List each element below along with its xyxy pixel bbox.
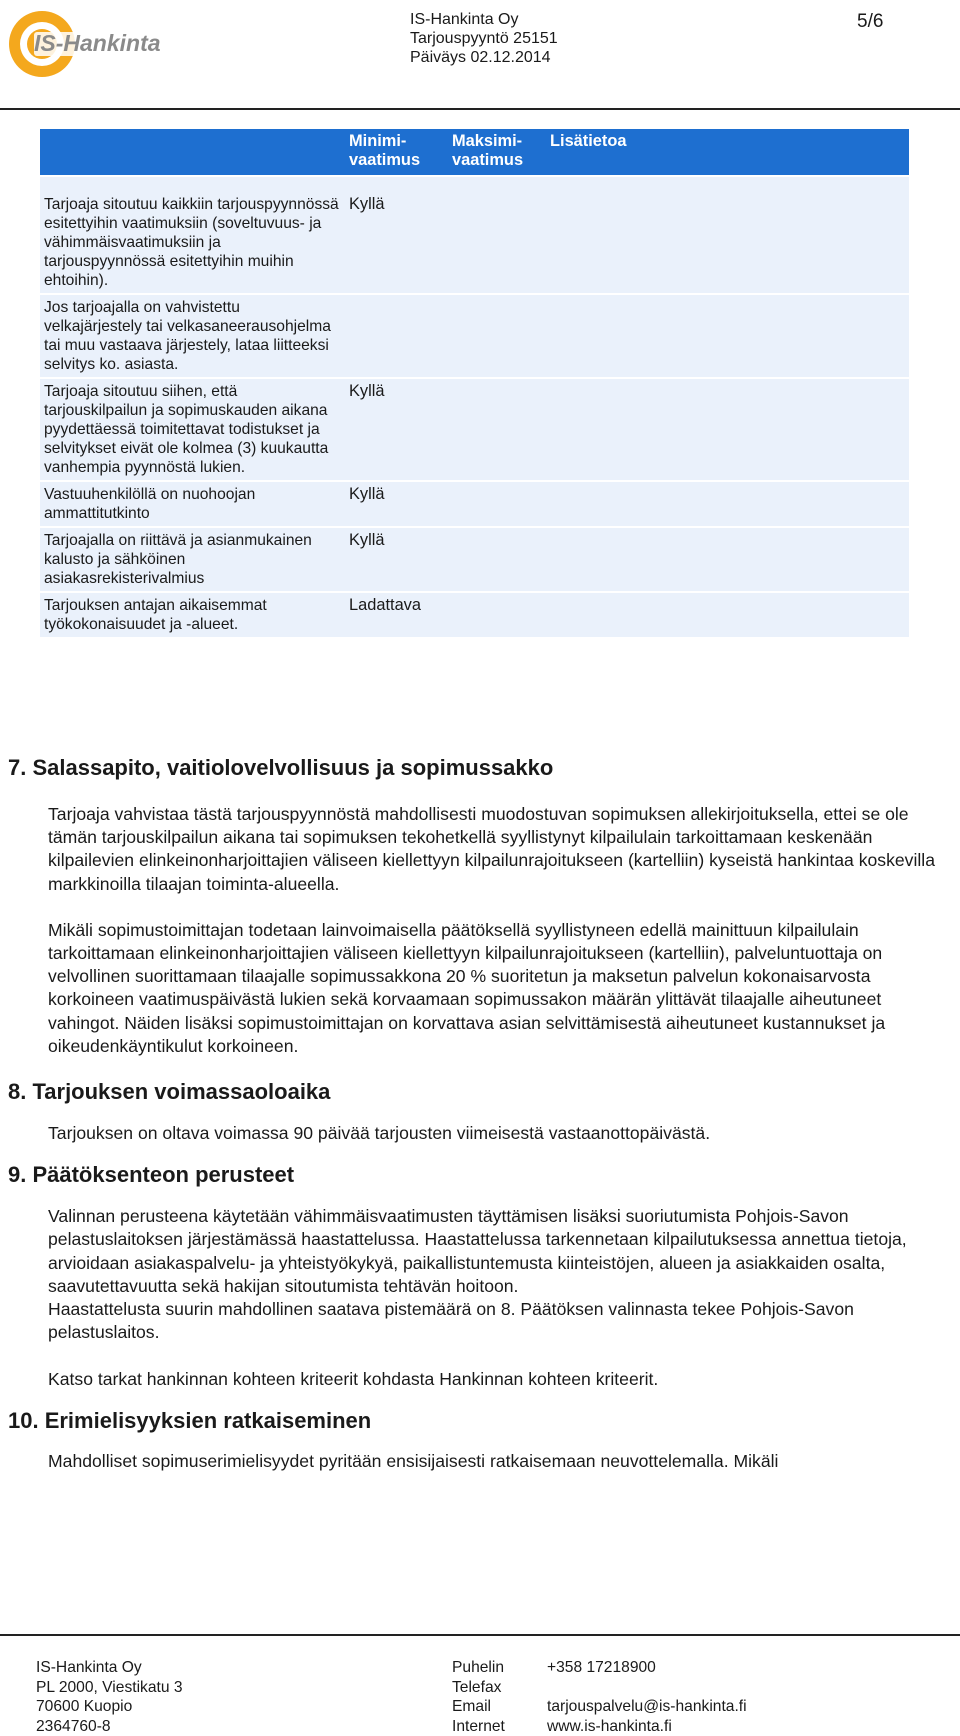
requirement-text: Tarjoaja sitoutuu kaikkiin tarjouspyynnössä esitettyihin vaatimuksiin (soveltuvuus- ja vähimmäisvaatimuksiin ja tarjouspyynnössä esitettyihin muihin ehtoihin). (40, 177, 345, 293)
footer-business-id: 2364760-8 (36, 1717, 111, 1735)
min-value: Ladattava (345, 593, 448, 637)
footer-label-email: Email (452, 1698, 491, 1715)
requirement-text: Vastuuhenkilöllä on nuohoojan ammattitutkinto (40, 482, 345, 526)
document-body (0, 755, 960, 1473)
table-row (40, 593, 909, 637)
table-row (40, 177, 909, 293)
header-date: Päiväys 02.12.2014 (410, 49, 551, 66)
min-value: Kyllä (345, 482, 448, 526)
header-cell-info: Lisätietoa (546, 129, 909, 175)
header-info (410, 10, 558, 67)
section-7-heading: 7. Salassapito, vaitiolovelvollisuus ja sopimussakko (8, 755, 554, 780)
table-row (40, 482, 909, 526)
logo-graphic (4, 4, 182, 84)
header-company: IS-Hankinta Oy (410, 11, 519, 28)
page-number: 5/6 (857, 11, 884, 32)
footer-company: IS-Hankinta Oy (36, 1659, 142, 1676)
footer-email[interactable]: tarjouspalvelu@is-hankinta.fi (547, 1698, 747, 1715)
section-8-heading: 8. Tarjouksen voimassaoloaika (8, 1079, 331, 1105)
max-value (448, 177, 546, 293)
max-value (448, 482, 546, 526)
footer-fax (547, 1678, 747, 1698)
max-value (448, 593, 546, 637)
section-8-paragraph-1: Tarjouksen on oltava voimassa 90 päivää tarjousten viimeisestä vastaanottopäivästä. (48, 1123, 711, 1144)
section-10-heading: 10. Erimielisyyksien ratkaiseminen (8, 1407, 372, 1433)
table-row (40, 528, 909, 591)
table-row (40, 379, 909, 480)
requirement-text: Tarjoajalla on riittävä ja asianmukainen kalusto ja sähköinen asiakasrekisterivalmius (40, 528, 345, 591)
logo-text: IS-Hankinta (34, 30, 161, 56)
requirement-text: Tarjouksen antajan aikaisemmat työkokonaisuudet ja -alueet. (40, 593, 345, 637)
footer-address (36, 1658, 183, 1736)
footer-contact-labels (452, 1658, 505, 1736)
header-cell-max (448, 129, 546, 175)
section-9-paragraph-3: Katso tarkat hankinnan kohteen kriteerit kohdasta Hankinnan kohteen kriteerit. (48, 1369, 659, 1390)
footer-divider (0, 1634, 960, 1636)
info-value (546, 379, 909, 480)
info-value (546, 295, 909, 377)
header-cell-requirement (40, 129, 345, 175)
section-9-paragraph-1: Valinnan perusteena käytetään vähimmäisvaatimusten täyttämisen lisäksi suoriutumista Pohjois-Savon pelastuslaitoksen järjestämässä haastattelussa. Haastattelussa tarkennetaan kilpailutuksessa annettua tietoja, arvioidaan asiakaspalvelu- ja yhteistyökykyä, paikallistuntemusta kiinteistöjen, alueen ja asiakkaiden osalta, saavutettavuutta sekä hakijan sitoutumista tehtävän hoitoon. (48, 1206, 907, 1296)
requirement-text: Tarjoaja sitoutuu siihen, että tarjouskilpailun ja sopimuskauden aikana pyydettäessä toimitettavat todistukset ja selvitykset eivät ole kolmea (3) kuukautta vanhempia pyynnöstä lukien. (40, 379, 345, 480)
footer-city: 70600 Kuopio (36, 1698, 133, 1715)
requirement-text: Jos tarjoajalla on vahvistettu velkajärjestely tai velkasaneerausohjelma tai muu vastaava järjestely, lataa liitteeksi selvitys ko. asiasta. (40, 295, 345, 377)
section-9-paragraph-2: Haastattelusta suurin mahdollinen saatava pistemäärä on 8. Päätöksen valinnasta tekee Pohjois-Savon pelastuslaitos. (48, 1299, 854, 1343)
requirements-table (40, 127, 909, 639)
min-value: Kyllä (345, 379, 448, 480)
max-value (448, 528, 546, 591)
section-9-heading: 9. Päätöksenteon perusteet (8, 1162, 295, 1188)
footer-phone: +358 17218900 (547, 1659, 656, 1676)
info-value (546, 593, 909, 637)
footer-label-phone: Puhelin (452, 1659, 505, 1676)
section-10-paragraph-1: Mahdolliset sopimuserimielisyydet pyritään ensisijaisesti ratkaisemaan neuvottelemalla. Mikäli (48, 1450, 779, 1471)
info-value (546, 482, 909, 526)
section-7-paragraph-2: Mikäli sopimustoimittajan todetaan lainvoimaisella päätöksellä syyllistyneen edellä mainittuun kilpailulain tarkoittamaan elinkeinonharjoittajien väliseen kiellettyyn kilpailunrajoitukseen (kartelliin), palveluntuottaja on velvollinen suorittamaan tilaajalle sopimussakkona 20 % suoritetun ja maksetun palvelun kokonaisarvosta korkoineen vaatimuspäivästä lukien sekä korvaamaan sopimussakon määrän ylittävät tilaajalle aiheutuneet vahingot. Näiden lisäksi sopimustoimittajan on korvattava asian selvittämisestä aiheutuneet kustannukset ja oikeudenkäyntikulut korkoineen. (48, 919, 886, 1056)
header-cell-min (345, 129, 448, 175)
footer-street: PL 2000, Viestikatu 3 (36, 1678, 183, 1696)
table-row (40, 295, 909, 377)
footer-label-internet: Internet (452, 1717, 505, 1735)
max-value (448, 379, 546, 480)
min-value: Kyllä (345, 177, 448, 293)
header-min-label: Minimi-vaatimus (349, 132, 421, 169)
info-value (546, 528, 909, 591)
min-value: Kyllä (345, 528, 448, 591)
header-reference: Tarjouspyyntö 25151 (410, 30, 558, 47)
footer-contact-values (547, 1658, 747, 1736)
footer-website[interactable]: www.is-hankinta.fi (547, 1717, 672, 1735)
header-max-label: Maksimi-vaatimus (452, 132, 524, 169)
max-value (448, 295, 546, 377)
company-logo (4, 4, 182, 84)
header-divider (0, 108, 960, 110)
table-header-row (40, 129, 909, 175)
info-value (546, 177, 909, 293)
footer-label-fax: Telefax (452, 1678, 502, 1696)
min-value (345, 295, 448, 377)
section-7-paragraph-1: Tarjoaja vahvistaa tästä tarjouspyynnöstä mahdollisesti muodostuvan sopimuksen allekirjoituksella, ettei se ole tämän tarjouskilpailun aikana tai sopimuksen tekohetkellä syyllistynyt kilpailulain tarkoittamaan keskenään kilpailevien elinkeinonharjoittajien väliseen kiellettyyn kilpailunrajoitukseen (kartelliin) kyseistä hankintaa koskevilla markkinoilla tilaajan toiminta-alueella. (48, 804, 935, 894)
